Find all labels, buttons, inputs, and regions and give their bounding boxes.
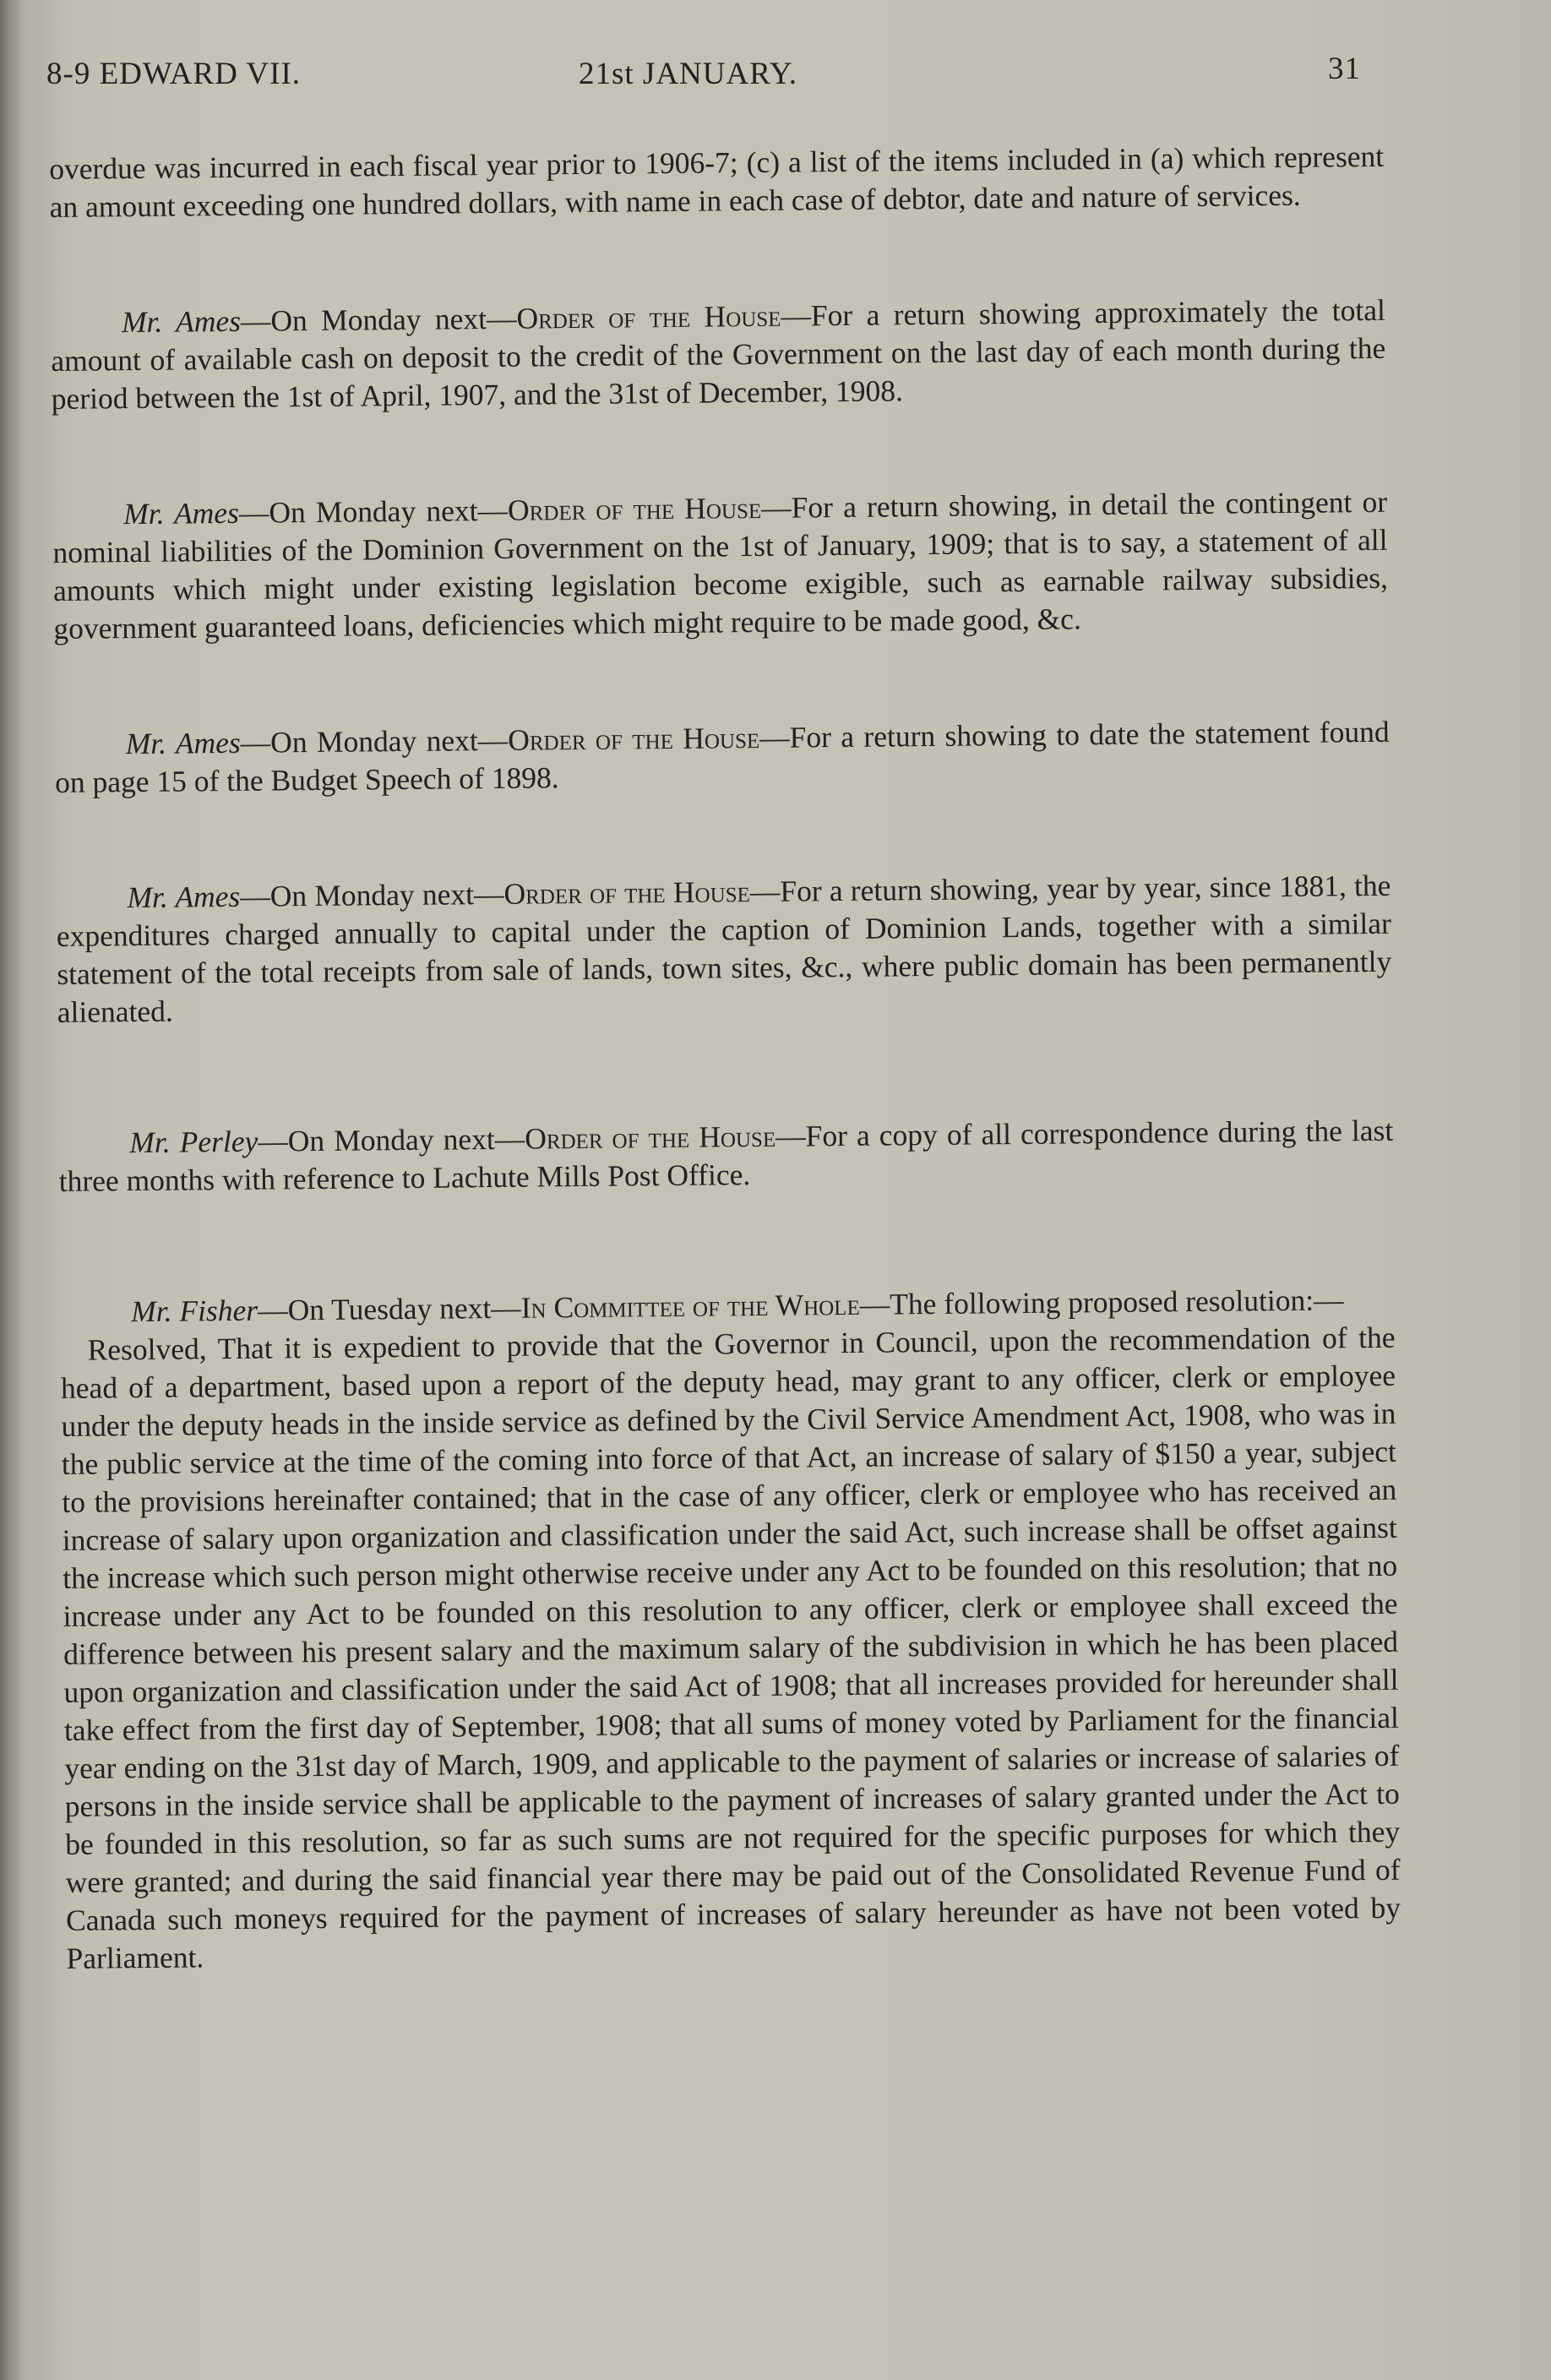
notice-ames-dominion-lands	[56, 867, 1392, 1032]
notice-text: —For a return showing approximately the total amount of available cash on deposit to the credit of the Government on the last day of each month during the period between the 1st of April, 1907, and the 31st of December, 1908.	[51, 292, 1386, 416]
member-name: Mr. Fisher	[131, 1293, 258, 1329]
book-binding-edge	[0, 0, 19, 2380]
member-name: Mr. Ames	[127, 879, 241, 915]
header-regnal-year: 8-9 EDWARD VII.	[46, 57, 302, 91]
order-type: In Committee of the Whole	[520, 1287, 860, 1325]
member-name: Mr. Ames	[121, 303, 242, 340]
running-header	[46, 51, 1373, 101]
order-type: Order of the House	[503, 874, 751, 911]
notice-text: —For a return showing to date the statement found on page 15 of the Budget Speech of 1898.	[54, 714, 1390, 799]
member-name: Mr. Ames	[125, 725, 241, 761]
notice-text: —The following proposed resolution:—	[859, 1283, 1344, 1321]
member-name: Mr. Perley	[129, 1124, 258, 1160]
member-name: Mr. Ames	[122, 495, 240, 531]
journal-body	[49, 138, 1401, 1978]
order-type: Order of the House	[516, 298, 781, 335]
continued-notice	[49, 138, 1385, 226]
notice-day: —On Monday next—	[238, 493, 509, 530]
resolution-text: Resolved, That it is expedient to provide that the Governor in Council, upon the recommendation of the head of a department, based upon a report of the deputy head, may grant to any officer, clerk or employee under the deputy heads in the inside service as defined by the Civil Service Amendment Act, 1908, who was in the public service at the time of the coming into force of that Act, an increase of salary of $150 a year, subject to the provisions hereinafter contained; that in the case of any officer, clerk or employee who has received an increase of salary upon organization and classification under the said Act, such increase shall be offset against the increase which such person might otherwise receive under any Act to be founded on this resolution; that no increase under any Act to be founded on this resolution to any officer, clerk or employee shall exceed the difference between his present salary and the maximum salary of the subdivision in which he has been placed upon organization and classification under the said Act of 1908; that all increases provided for hereunder shall take effect from the first day of September, 1908; that all sums of money voted by Parliament for the financial year ending on the 31st day of March, 1909, and applicable to the payment of salaries or increase of salaries of persons in the inside service shall be applicable to the payment of increases of salary granted under the Act to be founded in this resolution, so far as such sums are not required for the specific purposes for which they were granted; and during the said financial year there may be paid out of the Consolidated Revenue Fund of Canada such moneys required for the payment of increases of salary hereunder as have not been voted by Parliament.	[60, 1320, 1401, 1975]
notice-ames-liabilities	[52, 483, 1389, 648]
order-type: Order of the House	[525, 1119, 776, 1156]
notice-text: —For a return showing, year by year, since 1881, the expenditures charged annually to capital under the caption of Dominion Lands, together with a similar statement of the total receipts from sale of lands, town sites, &c., where public domain has been permanently alienated.	[56, 868, 1392, 1029]
notice-text: overdue was incurred in each fiscal year prior to 1906-7; (c) a list of the items included in (a) which represent an amount exceeding one hundred dollars, with name in each case of debtor, date and nature of services.	[49, 139, 1385, 224]
order-type: Order of the House	[507, 490, 762, 527]
page-number: 31	[1328, 52, 1361, 86]
order-type: Order of the House	[508, 720, 760, 757]
notice-perley-post-office	[58, 1112, 1394, 1201]
header-date: 21st JANUARY.	[579, 57, 798, 91]
notice-day: —On Monday next—	[258, 1121, 525, 1158]
notice-ames-budget-speech	[55, 713, 1390, 802]
notice-day: —On Tuesday next—	[257, 1290, 521, 1327]
notice-day: —On Monday next—	[240, 876, 504, 913]
notice-text: —For a copy of all correspondence during the last three months with reference to Lachute Mills Post Office.	[58, 1113, 1394, 1198]
notice-text: —For a return showing, in detail the contingent or nominal liabilities of the Dominion Government on the 1st of January, 1909; that is to say, a statement of all amounts which might under existing legislation become exigible, such as earnable railway subsidies, government guaranteed loans, deficiencies which might require to be made good, &c.	[52, 484, 1389, 645]
notice-day: —On Monday next—	[240, 722, 509, 760]
notice-ames-cash-deposit	[51, 291, 1386, 418]
notice-day: —On Monday next—	[240, 301, 517, 338]
